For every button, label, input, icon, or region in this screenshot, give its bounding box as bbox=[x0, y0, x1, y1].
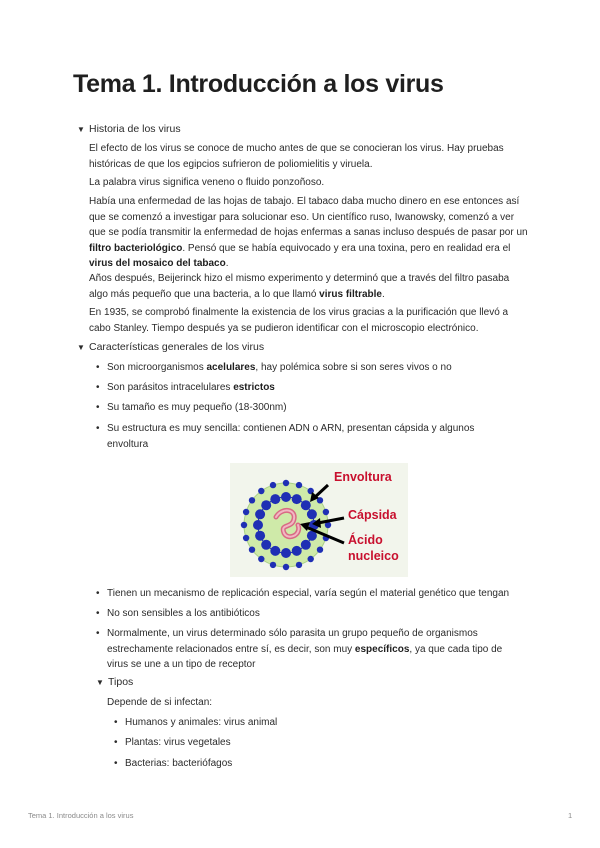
paragraph-history-3: Había una enfermedad de las hojas de tabajo. El tabaco daba mucho dinero en ese entonces así que se comenzó a investigar para solucionar eso. Un científico ruso, Iwanowsky, comenzó a ver que se podía transmitir la enfermedad de hojas enfermas a sanas incluso después de pasar por un filtro bacteriológico. Pensó que se había equivocado y era una toxina, pero en realidad era el virus del mosaico del tabaco. bbox=[89, 196, 528, 269]
envelope-spike bbox=[270, 562, 276, 568]
toggle-caracteristicas-label: Características generales de los virus bbox=[89, 341, 265, 353]
toggle-historia[interactable] bbox=[77, 123, 181, 135]
toggle-caracteristicas[interactable] bbox=[77, 341, 264, 353]
capsomere bbox=[281, 492, 291, 502]
bullet-icon: • bbox=[96, 382, 100, 393]
capsomere bbox=[261, 540, 271, 550]
paragraph-history-2: La palabra virus significa veneno o fluido ponzoñoso. bbox=[89, 177, 325, 188]
list-item: • Normalmente, un virus determinado sólo parasita un grupo pequeño de organismos estrechamente relacionados entre sí, es decir, son muy específicos, ya que cada tipo de virus se une a un tipo de receptor bbox=[96, 628, 503, 670]
virus-structure-diagram bbox=[230, 463, 408, 577]
envelope-spike bbox=[296, 482, 302, 488]
page-number: 1 bbox=[568, 811, 573, 820]
capsomere bbox=[255, 509, 265, 519]
tipos-intro: Depende de si infectan: bbox=[107, 697, 213, 708]
envelope-spike bbox=[270, 482, 276, 488]
bullet-icon: • bbox=[114, 737, 118, 748]
capsomere bbox=[307, 509, 317, 519]
label-capsida: Cápsida bbox=[348, 508, 397, 522]
bullet-icon: • bbox=[96, 628, 100, 639]
label-nucleico: nucleico bbox=[348, 549, 399, 563]
triangle-down-icon[interactable]: ▼ bbox=[77, 343, 85, 352]
toggle-tipos-label: Tipos bbox=[108, 676, 134, 688]
toggle-tipos[interactable] bbox=[96, 676, 133, 688]
envelope-spike bbox=[258, 556, 264, 562]
list-item: • Son parásitos intracelulares estrictos bbox=[107, 380, 527, 396]
capsomere bbox=[270, 546, 280, 556]
bullet-icon: • bbox=[114, 717, 118, 728]
envelope-spike bbox=[317, 547, 323, 553]
envelope-spike bbox=[249, 547, 255, 553]
capsomere bbox=[292, 546, 302, 556]
capsomere bbox=[255, 531, 265, 541]
envelope-spike bbox=[283, 564, 289, 570]
envelope-spike bbox=[249, 497, 255, 503]
page-title: Tema 1. Introducción a los virus bbox=[73, 70, 444, 98]
capsomere bbox=[292, 494, 302, 504]
envelope-spike bbox=[258, 488, 264, 494]
footer-title: Tema 1. Introducción a los virus bbox=[28, 811, 134, 820]
paragraph-history-1: El efecto de los virus se conoce de mucho antes de que se conocieran los virus. Hay pruebas históricas de que los egipcios sufrieron de poliomielitis y viruela. bbox=[89, 143, 504, 170]
triangle-down-icon[interactable]: ▼ bbox=[77, 125, 85, 134]
list-item: • Su estructura es muy sencilla: contienen ADN o ARN, presentan cápsida y algunos envoltura bbox=[96, 423, 475, 450]
envelope-spike bbox=[283, 480, 289, 486]
capsomere bbox=[270, 494, 280, 504]
list-item: • Su tamaño es muy pequeño (18-300nm) bbox=[107, 400, 527, 416]
capsomere bbox=[261, 500, 271, 510]
list-item: • Humanos y animales: virus animal bbox=[125, 715, 505, 731]
triangle-down-icon[interactable]: ▼ bbox=[96, 678, 104, 687]
bullet-icon: • bbox=[96, 362, 100, 373]
list-item: • No son sensibles a los antibióticos bbox=[107, 606, 537, 622]
list-item: • Plantas: virus vegetales bbox=[125, 735, 505, 751]
capsomere bbox=[301, 540, 311, 550]
envelope-spike bbox=[241, 522, 247, 528]
paragraph-history-4: Años después, Beijerinck hizo el mismo experimento y determinó que a través del filtro pasaba algo más pequeño que una bacteria, a lo que llamó virus filtrable. bbox=[89, 273, 510, 300]
envelope-spike bbox=[243, 509, 249, 515]
bullet-icon: • bbox=[96, 608, 100, 619]
list-item: • Bacterias: bacteriófagos bbox=[125, 756, 505, 772]
envelope-spike bbox=[243, 535, 249, 541]
label-envoltura: Envoltura bbox=[334, 470, 392, 484]
label-acido: Ácido bbox=[348, 533, 383, 547]
list-item: • Son microorganismos acelulares, hay polémica sobre si son seres vivos o no bbox=[107, 360, 527, 376]
capsomere bbox=[301, 500, 311, 510]
list-item: • Tienen un mecanismo de replicación especial, varía según el material genético que tengan bbox=[107, 586, 537, 602]
capsomere bbox=[281, 548, 291, 558]
capsomere bbox=[253, 520, 263, 530]
envelope-spike bbox=[323, 509, 329, 515]
envelope-spike bbox=[296, 562, 302, 568]
envelope-spike bbox=[308, 556, 314, 562]
bullet-icon: • bbox=[96, 402, 100, 413]
paragraph-history-5: En 1935, se comprobó finalmente la existencia de los virus gracias a la purificación que llevó a cabo Stanley. Tiempo después ya se pudieron identificar con el microscopio electrónico. bbox=[89, 307, 509, 334]
toggle-historia-label: Historia de los virus bbox=[89, 123, 181, 135]
bullet-icon: • bbox=[114, 758, 118, 769]
bullet-icon: • bbox=[96, 588, 100, 599]
bullet-icon: • bbox=[96, 423, 100, 434]
